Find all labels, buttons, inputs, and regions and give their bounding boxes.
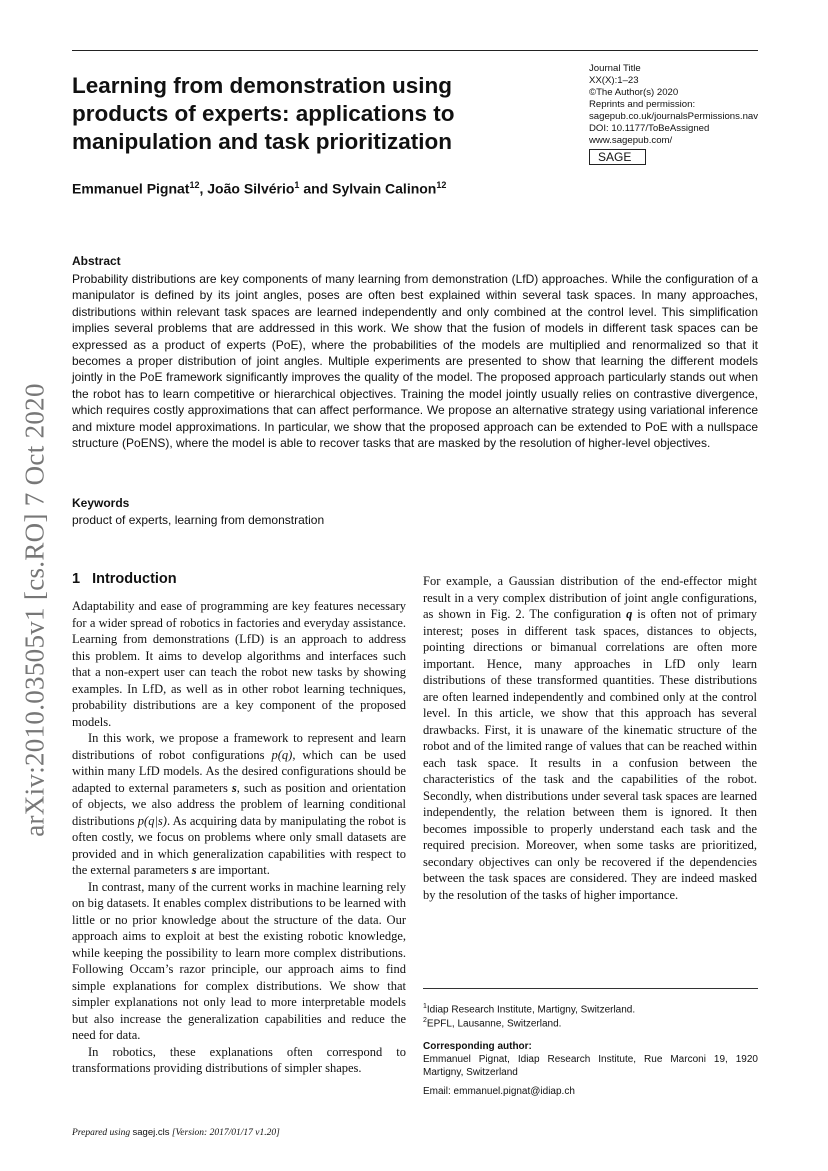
publisher-logo: SAGE xyxy=(589,149,646,165)
author-name: Emmanuel Pignat xyxy=(72,180,190,197)
top-rule xyxy=(72,50,758,51)
math-expr: s xyxy=(191,863,197,877)
keywords-text: product of experts, learning from demonstration xyxy=(72,513,325,527)
journal-permissions-url: sagepub.co.uk/journalsPermissions.nav xyxy=(589,111,759,122)
footer-class-name: sagej.cls xyxy=(132,1127,170,1138)
paragraph xyxy=(72,730,406,879)
text-run: are important. xyxy=(196,863,270,877)
page-footer xyxy=(72,1127,280,1138)
math-expr: s xyxy=(231,780,237,795)
author-list xyxy=(72,180,446,197)
math-expr: q xyxy=(626,607,633,621)
corresponding-email: Email: emmanuel.pignat@idiap.ch xyxy=(423,1086,575,1097)
footnote-rule xyxy=(423,988,758,989)
paragraph: In robotics, these explanations often correspond to transformations providing distributions of simpler shapes. xyxy=(72,1044,406,1075)
journal-site: www.sagepub.com/ xyxy=(589,135,673,146)
footer-prefix: Prepared using xyxy=(72,1128,133,1138)
author-separator: and xyxy=(299,180,333,197)
footnote-text: Idiap Research Institute, Martigny, Switzerland. xyxy=(426,1004,636,1016)
abstract-text: Probability distributions are key components of many learning from demonstration (LfD) approaches. While the configuration of a manipulator is defined by its joint angles, poses are often best explained within several task spaces. In many approaches, distributions within relevant task spaces are learned independently and only combined at the control level. This simplification implies several problems that are addressed in this work. We show that the fusion of models in different task spaces can be expressed as a product of experts (PoE), where the probabilities of the models are multiplied and renormalized so that it becomes a proper distribution of joint angles. Multiple experiments are presented to show that learning the different models jointly in the PoE framework significantly improves the quality of the model. The proposed approach particularly stands out when the robot has to learn competitive or hierarchical objectives. Training the model jointly usually relies on contrastive divergence, which requires costly approximations that can affect performance. We propose an alternative strategy using variational inference and mixture model approximations. In particular, we show that the proposed approach can be extended to PoE with a nullspace structure (PoENS), where the model is able to recover tasks that are masked by the resolution of higher-level objectives. xyxy=(72,272,758,451)
author-name: João Silvério xyxy=(207,180,295,197)
journal-copyright: ©The Author(s) 2020 xyxy=(589,87,679,98)
author-name: Sylvain Calinon xyxy=(332,180,437,197)
text-run: For example, a Gaussian distribution of the end-effector might result in a very complex distribution of joint angle configurations, as shown in Fig. 2. The configuration xyxy=(423,574,757,621)
section-title: Introduction xyxy=(92,571,177,587)
corresponding-heading: Corresponding author: xyxy=(423,1041,532,1052)
text-run: is often not of primary interest; poses in different task spaces, distances to objects, pointing directions or bimanual correlations are often more important. Hence, many approaches in LfD only learn distributions of these transformed quantities. These distributions are often learned independently and combined only at the control level. In this article, we show that this approach has several drawbacks. First, it is unaware of the kinematic structure of the robot and of the limited range of values that can be reached within each task space. It results in a confusion between the characteristics of the task and the capabilities of the robot. Secondly, when distributions under several task spaces are learned independently, the relation between them is ignored. It then becomes impossible to properly understand each task and the required precision. Moreover, when some tasks are prioritized, secondary objectives can only be recovered if the dependencies between the task spaces are considered. They are indeed masked by the resolution of the tasks of higher importance. xyxy=(423,607,757,902)
author-affiliation: 1 xyxy=(294,180,300,190)
text-run: , which can be used within many LfD models. As the desired configurations should be adapted to external parameters xyxy=(72,747,407,795)
journal-name: Journal Title xyxy=(589,63,641,74)
journal-info xyxy=(589,63,764,165)
author-affiliation: 12 xyxy=(436,180,447,190)
corresponding-address: Emmanuel Pignat, Idiap Research Institute, Rue Marconi 19, 1920 Martigny, Switzerland xyxy=(423,1054,758,1078)
math-expr: p(q) xyxy=(271,747,293,762)
author-separator: , xyxy=(199,180,208,197)
keywords-heading: Keywords xyxy=(72,496,130,510)
right-column xyxy=(423,573,757,903)
author-affiliation: 12 xyxy=(189,180,200,190)
section-heading xyxy=(72,571,177,587)
footnote-affiliation-2 xyxy=(423,1015,758,1031)
journal-doi: DOI: 10.1177/ToBeAssigned xyxy=(589,123,710,134)
paragraph xyxy=(423,573,757,903)
footer-version: [Version: 2017/01/17 v1.20] xyxy=(169,1128,280,1138)
journal-volume: XX(X):1–23 xyxy=(589,75,639,86)
text-run: , such as position and orientation of objects, we also address the problem of learning conditional distributions xyxy=(72,780,406,828)
abstract-heading: Abstract xyxy=(72,254,121,268)
text-run: . As acquiring data by manipulating the robot is often costly, we focus on problems where only small datasets are provided and in which generalization capabilities with respect to the external parameters xyxy=(72,813,406,877)
journal-reprints: Reprints and permission: xyxy=(589,99,696,110)
paragraph: Adaptability and ease of programming are key features necessary for a wider spread of robotics in factories and everyday assistance. Learning from demonstrations (LfD) is an approach to address this problem. It aims to develop algorithms and interfaces such that a non-expert user can teach the robot new tasks by showing examples. In LfD, as well as in other robot learning techniques, probability distributions are a key component of the proposed models. xyxy=(72,599,406,729)
paragraph: In contrast, many of the current works in machine learning rely on big datasets. It enables complex distributions to be learned with little or no prior knowledge about the structure of the data. Our approach aims to exploit at best the existing robotic knowledge, while keeping the possibility to learn more complex distributions. Following Occam’s razor principle, our approach aims to find simple explanations for complex distributions. We show that simpler explanations not only lead to more interpretable models but also increase the generalization capabilities and reduce the need for data. xyxy=(72,879,406,1042)
footnote-text: EPFL, Lausanne, Switzerland. xyxy=(426,1018,562,1030)
footnote-marker: 2 xyxy=(423,1017,427,1024)
section-number: 1 xyxy=(72,571,81,587)
paper-title: Learning from demonstration using products of experts: applications to manipulation and task prioritization xyxy=(72,73,455,154)
left-column xyxy=(72,598,406,1077)
footnote-marker: 1 xyxy=(423,1003,427,1010)
text-run: In this work, we propose a framework to represent and learn distributions of robot configurations xyxy=(72,731,406,762)
arxiv-stamp: arXiv:2010.03505v1 [cs.RO] 7 Oct 2020 xyxy=(19,383,50,837)
math-expr: p(q|s) xyxy=(137,813,167,828)
